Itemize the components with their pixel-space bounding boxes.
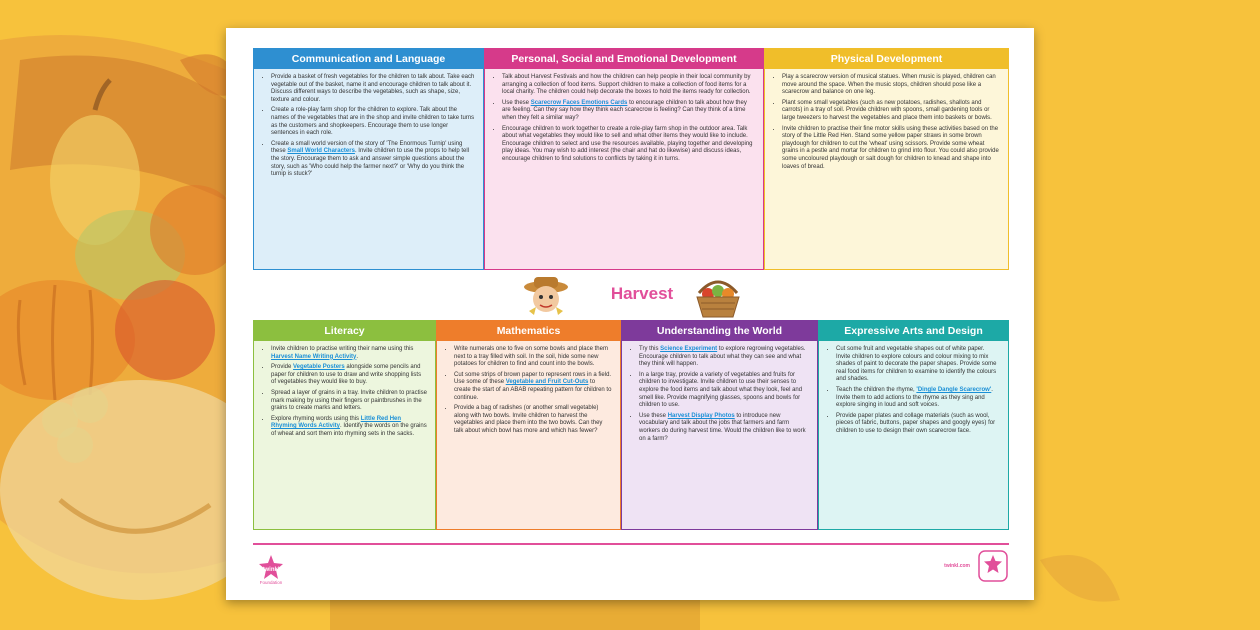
list-item: • Talk about Harvest Festivals and how the children can help people in their local community by arranging a collection of food items. Support children to make a collection of food items for a local charity. The children could help decorate the boxes to hold the items ready for collection. (502, 74, 755, 97)
list-item: • Provide paper plates and collage materials (such as wool, pieces of fabric, buttons, paper shapes and googly eyes) for children to use to design their own scarecrow face. (836, 413, 1000, 436)
list-item: • Try this Science Experiment to explore regrowing vegetables. Encourage children to talk about what they can see and what they think will happen. (639, 346, 809, 369)
scarecrow-icon (521, 275, 571, 317)
activity-list (771, 74, 1000, 171)
panel-title: Physical Development (765, 49, 1008, 69)
resource-link[interactable]: Vegetable Posters (293, 364, 345, 371)
list-item: • Provide a bag of radishes (or another small vegetable) along with two bowls. Invite children to harvest the vegetables and place them into the two bowls. Can they talk about which bowl has more and which has fewer? (454, 405, 612, 435)
bottom-row (253, 320, 1009, 530)
twinkl-logo (254, 553, 288, 585)
leaf-bottom-right (1040, 555, 1120, 602)
list-item: • Cut some fruit and vegetable shapes out of white paper. Invite children to explore colours and colour mixing to mix shades of paint to decorate the paper shapes. Provide some real food items for children to examine to identify the colours and shades. (836, 346, 1000, 384)
resource-link[interactable]: Science Experiment (660, 346, 718, 352)
logo-text: twinkl (262, 567, 280, 573)
panel-literacy (253, 320, 436, 530)
list-item: • Explore rhyming words using this Little Red Hen Rhyming Words Activity. Identify the words on the grains of wheat and sort them into rhyming sets in the sacks. (271, 416, 427, 439)
list-item: • Plant some small vegetables (such as new potatoes, radishes, shallots and carrots) in a tray of soil. Provide children with spoons, small gardening tools or large tweezers to harvest the vegetables and place them into baskets or bowls. (782, 100, 1000, 123)
panel-body (622, 341, 817, 529)
activity-list (825, 346, 1000, 436)
panel-title: Expressive Arts and Design (819, 321, 1008, 341)
panel-body (437, 341, 620, 529)
panel-expressive-arts (818, 320, 1009, 530)
panel-title: Literacy (254, 321, 435, 341)
panel-body (254, 341, 435, 529)
list-item: • Provide a basket of fresh vegetables for the children to talk about. Take each vegetable out of the basket, name it and encourage children to talk about it. Discuss different ways to describe the vegetables, such as shape, size, texture and colour. (271, 74, 475, 104)
logo-subtext: Foundation (259, 580, 283, 585)
site-url[interactable]: twinkl.com (944, 563, 970, 569)
activity-list (260, 74, 475, 179)
twinkl-badge-icon (976, 548, 1010, 584)
resource-link[interactable]: Harvest Name Writing Activity (271, 353, 357, 360)
panel-body (765, 69, 1008, 269)
list-item: • Cut some strips of brown paper to represent rows in a field. Use some of these Vegetable and Fruit Cut-Outs to create the start of an ABAB repeating pattern for children to continue. (454, 372, 612, 402)
panel-body (254, 69, 483, 269)
panel-title: Mathematics (437, 321, 620, 341)
resource-link[interactable]: 'Dingle Dangle Scarecrow' (916, 386, 992, 393)
list-item: • Encourage children to work together to create a role-play farm shop in the outdoor area. Talk about what vegetables they would like to sell and what other items they would like to include. Encourage children to select and use the resources available, playing together and developing play ideas. You may wish to add interest (the chair and hat do likewise) and discuss ideas, encourage children to find solutions to conflicts by taking it in turns. (502, 126, 755, 164)
list-item: • In a large tray, provide a variety of vegetables and fruits for children to investigate. Invite children to use their senses to explore the food items and talk about what they look, feel and smell like. Provide magnifying glasses, spoons and bowls for children to use. (639, 372, 809, 410)
list-item: • Create a small world version of the story of 'The Enormous Turnip' using these Small World Characters. Invite children to use the props to help tell the story. Encourage them to ask and answer simple questions about the story, such as 'Who could help the farmer next?' or 'Why do you think the turnip is stuck?' (271, 141, 475, 179)
panel-title: Communication and Language (254, 49, 483, 69)
top-row (253, 48, 1009, 270)
list-item: • Create a role-play farm shop for the children to explore. Talk about the names of the vegetables that are in the shop and invite children to take turns as the customers and shopkeepers. Encourage them to use longer sentences in each role. (271, 107, 475, 137)
panel-body (485, 69, 763, 269)
panel-body (819, 341, 1008, 529)
panel-physical-development (764, 48, 1009, 270)
panel-title: Understanding the World (622, 321, 817, 341)
list-item: • Write numerals one to five on some bowls and place them next to a tray filled with soil. In the soil, hide some new potatoes for children to find and count into the bowls. (454, 346, 612, 369)
activity-list (443, 346, 612, 436)
panel-understanding-world (621, 320, 818, 530)
list-item: • Play a scarecrow version of musical statues. When music is played, children can move around the space. When the music stops, children should pose like a scarecrow and balance on one leg. (782, 74, 1000, 97)
resource-link[interactable]: Scarecrow Faces Emotions Cards (530, 99, 628, 106)
resource-link[interactable]: Little Red Hen Rhyming Words Activity (271, 415, 402, 430)
panel-title: Personal, Social and Emotional Development (485, 49, 763, 69)
planning-sheet (226, 28, 1034, 600)
activity-list (260, 346, 427, 439)
page-title: Harvest (610, 284, 674, 303)
list-item: • Spread a layer of grains in a tray. Invite children to practise mark making by using their fingers or paintbrushes in the grains to create marks and letters. (271, 390, 427, 413)
list-item: • Invite children to practise writing their name using this Harvest Name Writing Activity. (271, 346, 427, 361)
title-area (516, 272, 756, 320)
footer-divider (253, 543, 1009, 545)
resource-link[interactable]: Vegetable and Fruit Cut-Outs (505, 379, 589, 386)
tomato-shape (115, 280, 215, 380)
list-item: • Use these Harvest Display Photos to introduce new vocabulary and talk about the jobs that farmers and farm workers do during harvest time. Would the children like to work on a farm? (639, 413, 809, 443)
resource-link[interactable]: Harvest Display Photos (667, 412, 735, 419)
vegetable-basket-icon (691, 275, 745, 319)
resource-link[interactable]: Small World Characters (287, 148, 355, 155)
panel-mathematics (436, 320, 621, 530)
list-item: • Teach the children the rhyme, 'Dingle Dangle Scarecrow'. Invite them to add actions to the rhyme as they sing and explore singing in loud and soft voices. (836, 387, 1000, 410)
list-item: • Invite children to practise their fine motor skills using these activities based on the story of the Little Red Hen. Stand some yellow paper straws in some brown playdough for children to cut the 'wheat' using scissors. Provide some wheat grains in a pestle and mortar for children to grind into flour. You could also provide some uncoloured playdough or salt dough for children to knead and shape into loaves of bread. (782, 126, 1000, 172)
list-item: • Provide Vegetable Posters alongside some pencils and paper for children to use to draw and write shopping lists of vegetables they would like to buy. (271, 364, 427, 387)
panel-personal-social-emotional (484, 48, 764, 270)
activity-list (491, 74, 755, 164)
panel-communication-language (253, 48, 484, 270)
activity-list (628, 346, 809, 443)
list-item: • Use these Scarecrow Faces Emotions Cards to encourage children to talk about how they are feeling. Can they say how they think each scarecrow is feeling? Can they think of a time when they felt a similar way? (502, 100, 755, 123)
